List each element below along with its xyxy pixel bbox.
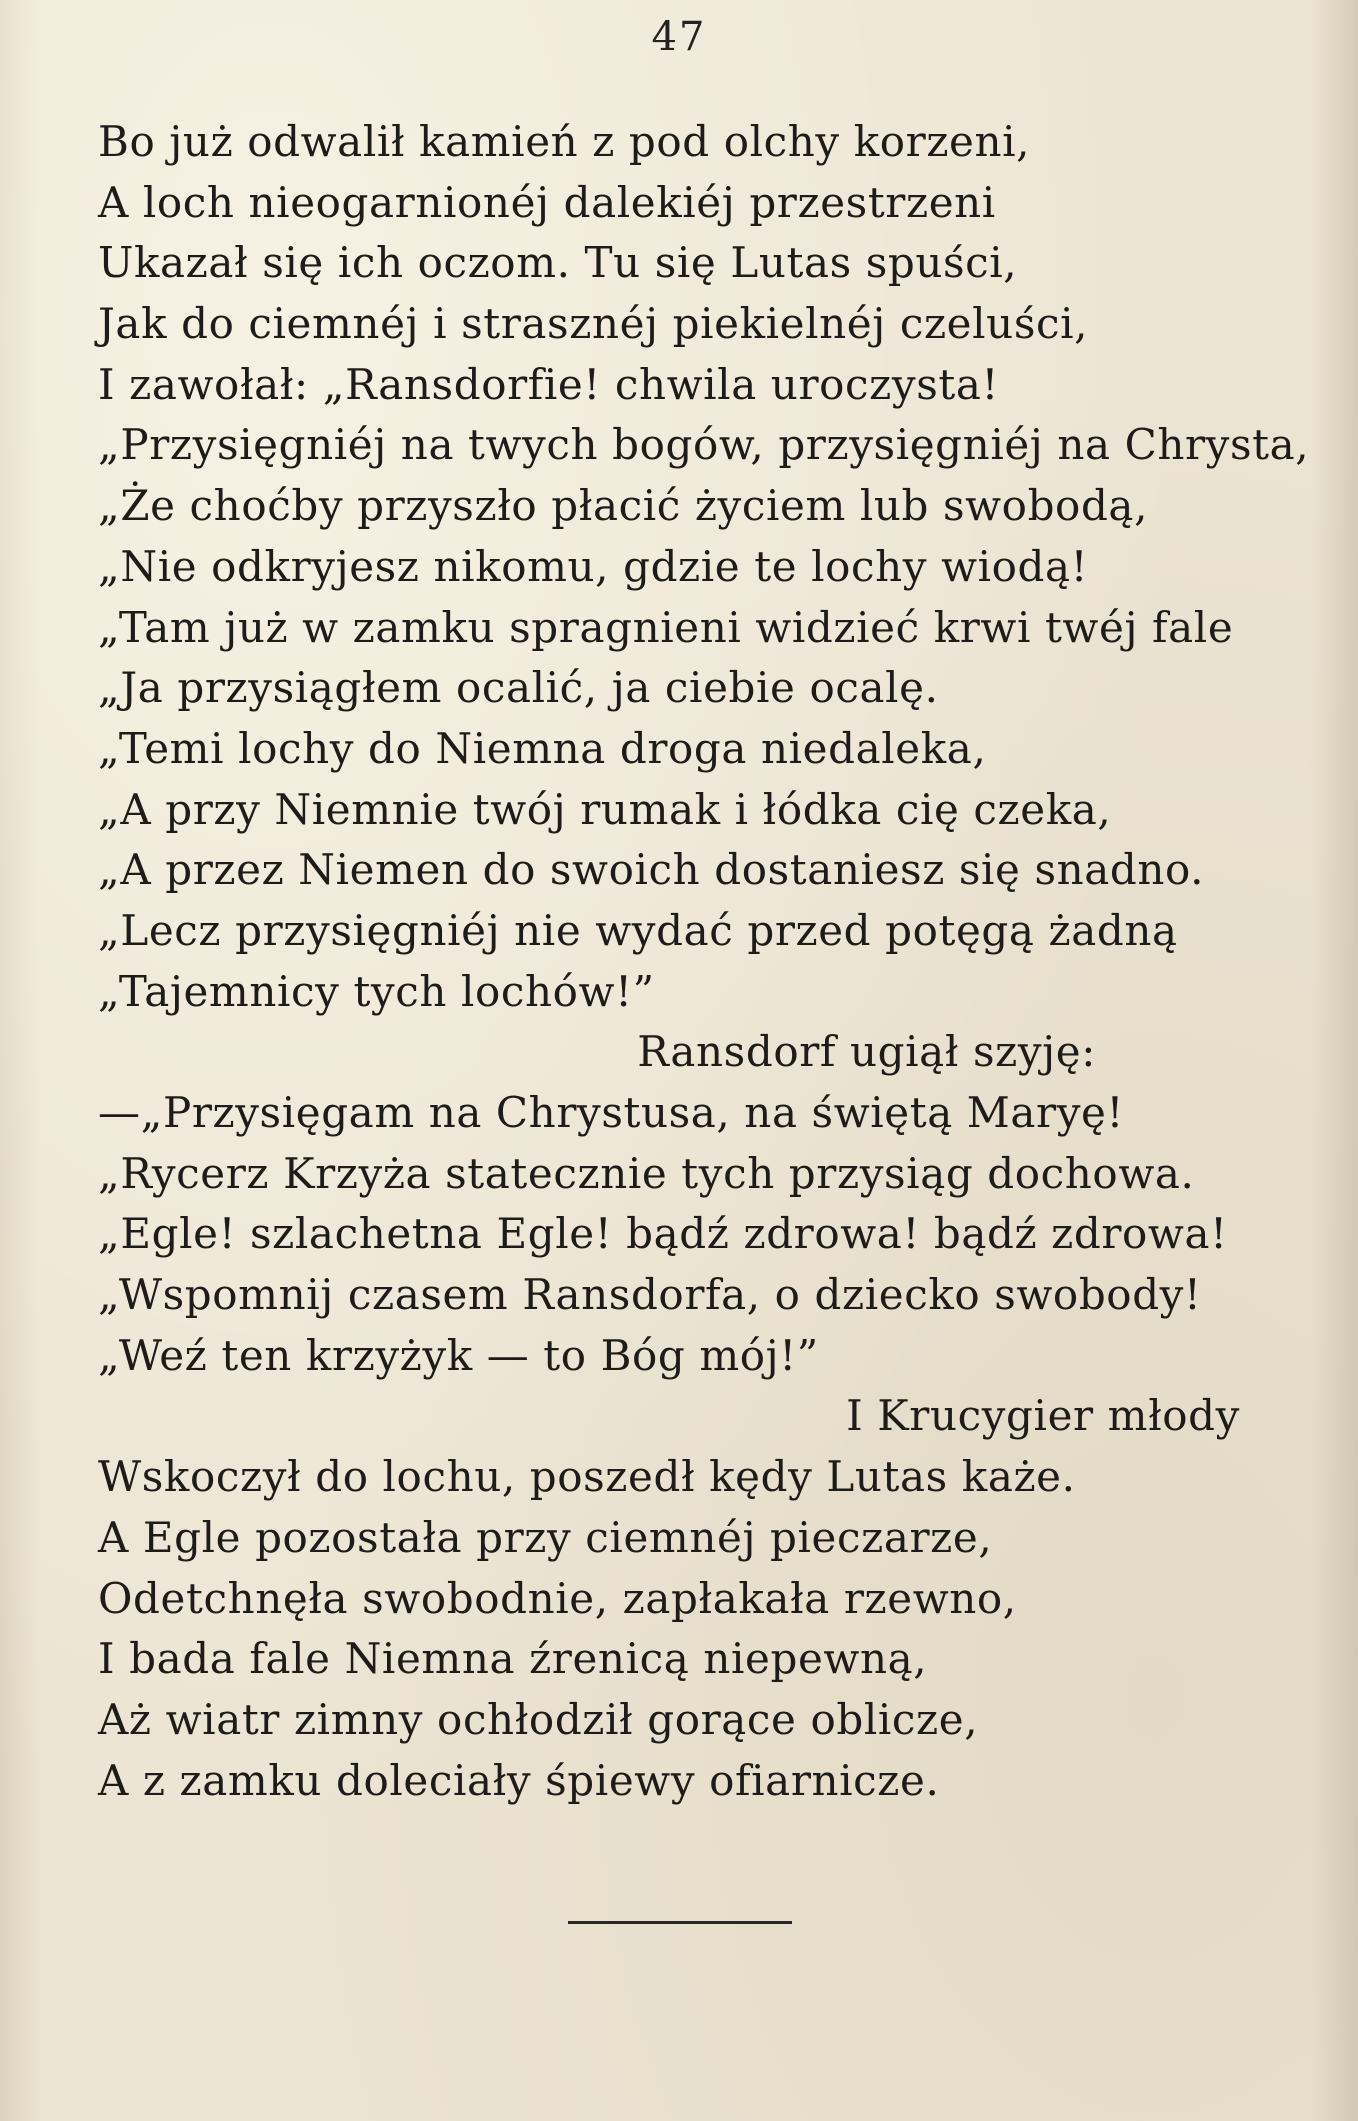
poem-line: A z zamku doleciały śpiewy ofiarnicze. bbox=[98, 1755, 940, 1805]
poem-line: „Nie odkryjesz nikomu, gdzie te lochy wiodą! bbox=[98, 541, 1089, 591]
poem-line: „Ja przysiągłem ocalić, ja ciebie ocalę. bbox=[98, 663, 939, 713]
poem-line-indented: Ransdorf ugiął szyję: bbox=[637, 1027, 1096, 1077]
poem-line: —„Przysięgam na Chrystusa, na świętą Maryę! bbox=[98, 1088, 1124, 1137]
poem-line: „Temi lochy do Niemna droga niedaleka, bbox=[98, 723, 987, 773]
poem-line: I bada fale Niemna źrenicą niepewną, bbox=[98, 1634, 928, 1684]
poem-line: „A przez Niemen do swoich dostaniesz się snadno. bbox=[98, 845, 1205, 895]
poem-line: „Że choćby przyszło płacić życiem lub swobodą, bbox=[98, 481, 1149, 531]
poem-line: Wskoczył do lochu, poszedł kędy Lutas każe. bbox=[98, 1452, 1076, 1502]
poem-line: A loch nieogarnionéj dalekiéj przestrzeni bbox=[98, 177, 996, 227]
poem-line: „Weź ten krzyżyk — to Bóg mój!” bbox=[98, 1330, 819, 1380]
poem-line: Aż wiatr zimny ochłodził gorące oblicze, bbox=[98, 1694, 979, 1744]
poem-line: Bo już odwalił kamień z pod olchy korzeni, bbox=[98, 117, 1031, 166]
poem-line: Jak do ciemnéj i strasznéj piekielnéj czeluści, bbox=[98, 299, 1089, 349]
poem-line: „Wspomnij czasem Ransdorfa, o dziecko swobody! bbox=[98, 1270, 1202, 1320]
poem-text bbox=[98, 112, 1310, 1811]
poem-line: „Tam już w zamku spragnieni widzieć krwi twéj fale bbox=[98, 602, 1234, 652]
poem-line: Odetchnęła swobodnie, zapłakała rzewno, bbox=[98, 1573, 1017, 1623]
poem-line: I zawołał: „Ransdorfie! chwila uroczysta! bbox=[98, 359, 999, 409]
poem-line: „Rycerz Krzyża statecznie tych przysiąg dochowa. bbox=[98, 1148, 1195, 1198]
poem-line: A Egle pozostała przy ciemnéj pieczarze, bbox=[98, 1512, 993, 1562]
section-divider bbox=[568, 1921, 792, 1924]
poem-line: „Egle! szlachetna Egle! bądź zdrowa! bądź zdrowa! bbox=[98, 1209, 1228, 1259]
page-number: 47 bbox=[651, 14, 707, 60]
poem-line: „Lecz przysięgniéj nie wydać przed potęgą żadną bbox=[98, 905, 1178, 955]
poem-line: Ukazał się ich oczom. Tu się Lutas spuści, bbox=[98, 238, 1018, 288]
poem-line: „Tajemnicy tych lochów!” bbox=[98, 966, 655, 1016]
poem-line: „Przysięgniéj na twych bogów, przysięgniéj na Chrysta, bbox=[98, 420, 1310, 470]
poem-line-indented: I Krucygier młody bbox=[846, 1391, 1240, 1441]
poem-line: „A przy Niemnie twój rumak i łódka cię czeka, bbox=[98, 784, 1112, 834]
